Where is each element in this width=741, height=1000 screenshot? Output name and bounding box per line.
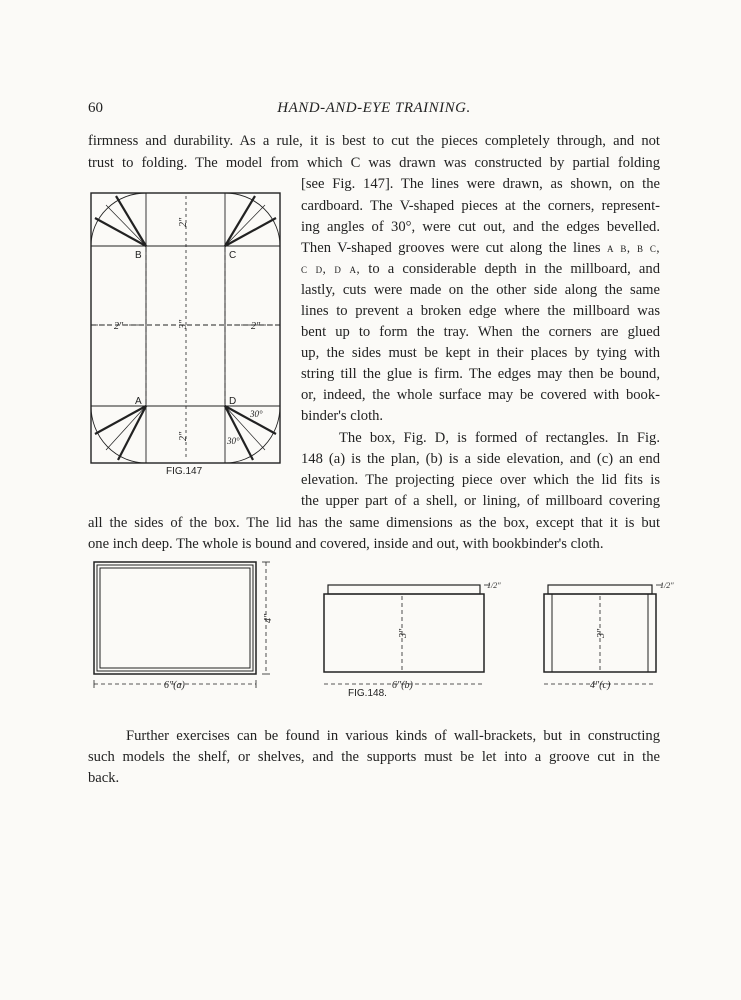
label-c: C: [229, 250, 237, 261]
text-line: trust to folding. The model from which C was drawn was constructed by partial folding: [88, 155, 660, 171]
text-line: one inch deep. The whole is bound and covered, inside and out, with bookbinder's cloth.: [88, 536, 604, 552]
text-line: ing angles of 30°, were cut out, and the edges bevelled.: [301, 219, 660, 235]
plan-view-a: [94, 562, 270, 688]
figure-147-caption: FIG.147: [166, 466, 203, 477]
plan-width-label: 6"(a): [164, 680, 185, 691]
text-line: elevation. The projecting piece over which the lid fits is: [301, 472, 660, 488]
angle-label: 30°: [227, 436, 240, 446]
text-line: lines to prevent a broken edge where the millboard was: [301, 303, 660, 319]
label-d: D: [229, 396, 237, 407]
side-height-label: 3": [398, 628, 409, 638]
dim-right: 2": [251, 321, 261, 332]
end-width-label: 4"(c): [590, 680, 611, 691]
text-line: firmness and durability. As a rule, it is best to cut the pieces completely through, and not: [88, 133, 660, 149]
page-number: 60: [88, 100, 103, 116]
text-line: The box, Fig. D, is formed of rectangles. In Fig.: [339, 430, 660, 446]
text-line: [see Fig. 147]. The lines were drawn, as shown, on the: [301, 176, 660, 192]
end-height-label: 3": [596, 628, 607, 638]
text-line: lastly, cuts were made on the other side along the same: [301, 282, 660, 298]
end-lid-label: 1/2": [660, 581, 674, 590]
text-line: Further exercises can be found in various kinds of wall-brackets, but in constructing: [126, 728, 660, 744]
running-title: HAND-AND-EYE TRAINING.: [277, 100, 471, 116]
dim-bottom: 2": [178, 431, 189, 441]
text-line: [301, 238, 660, 258]
text-line: up, the sides must be kept in their places by tying with: [301, 345, 660, 361]
text-line: 148 (a) is the plan, (b) is a side elevation, and (c) an end: [301, 451, 660, 467]
corner-arc-a: [91, 406, 146, 463]
figure-148: [86, 552, 676, 702]
text-line: string till the glue is firm. The edges may then be bound,: [301, 366, 660, 382]
plan-height-label: 4": [263, 613, 274, 623]
text-line: or, indeed, the whole surface may be covered with book-: [301, 387, 660, 403]
page-header: [88, 100, 660, 122]
figure-148-caption: FIG.148.: [348, 688, 387, 699]
text-line: such models the shelf, or shelves, and the supports must be let into a groove cut in the: [88, 749, 660, 765]
text-run: Then V-shaped grooves were cut along the lines: [301, 240, 607, 256]
dim-top: 2": [178, 217, 189, 227]
line-labels: c d, d a,: [301, 262, 361, 276]
angle-label: 30°: [250, 409, 263, 419]
side-lid-label: 1/2": [487, 581, 501, 590]
text-line: [301, 259, 660, 279]
figure-147: [86, 188, 296, 478]
text-line: the upper part of a shell, or lining, of millboard covering: [301, 493, 660, 509]
text-line: binder's cloth.: [301, 408, 384, 424]
text-run: to a considerable depth in the millboard, and: [360, 261, 660, 277]
line-labels: a b, b c,: [607, 241, 660, 255]
text-line: back.: [88, 770, 120, 786]
dim-center: 3": [178, 319, 189, 329]
text-line: cardboard. The V-shaped pieces at the corners, represent-: [301, 198, 660, 214]
side-width-label: 6"(b): [392, 680, 413, 691]
dim-left: 2": [114, 321, 124, 332]
label-a: A: [135, 396, 142, 407]
text-line: all the sides of the box. The lid has the same dimensions as the box, except that it is but: [88, 515, 660, 531]
label-b: B: [135, 250, 142, 261]
text-line: bent up to form the tray. When the corners are glued: [301, 324, 660, 340]
